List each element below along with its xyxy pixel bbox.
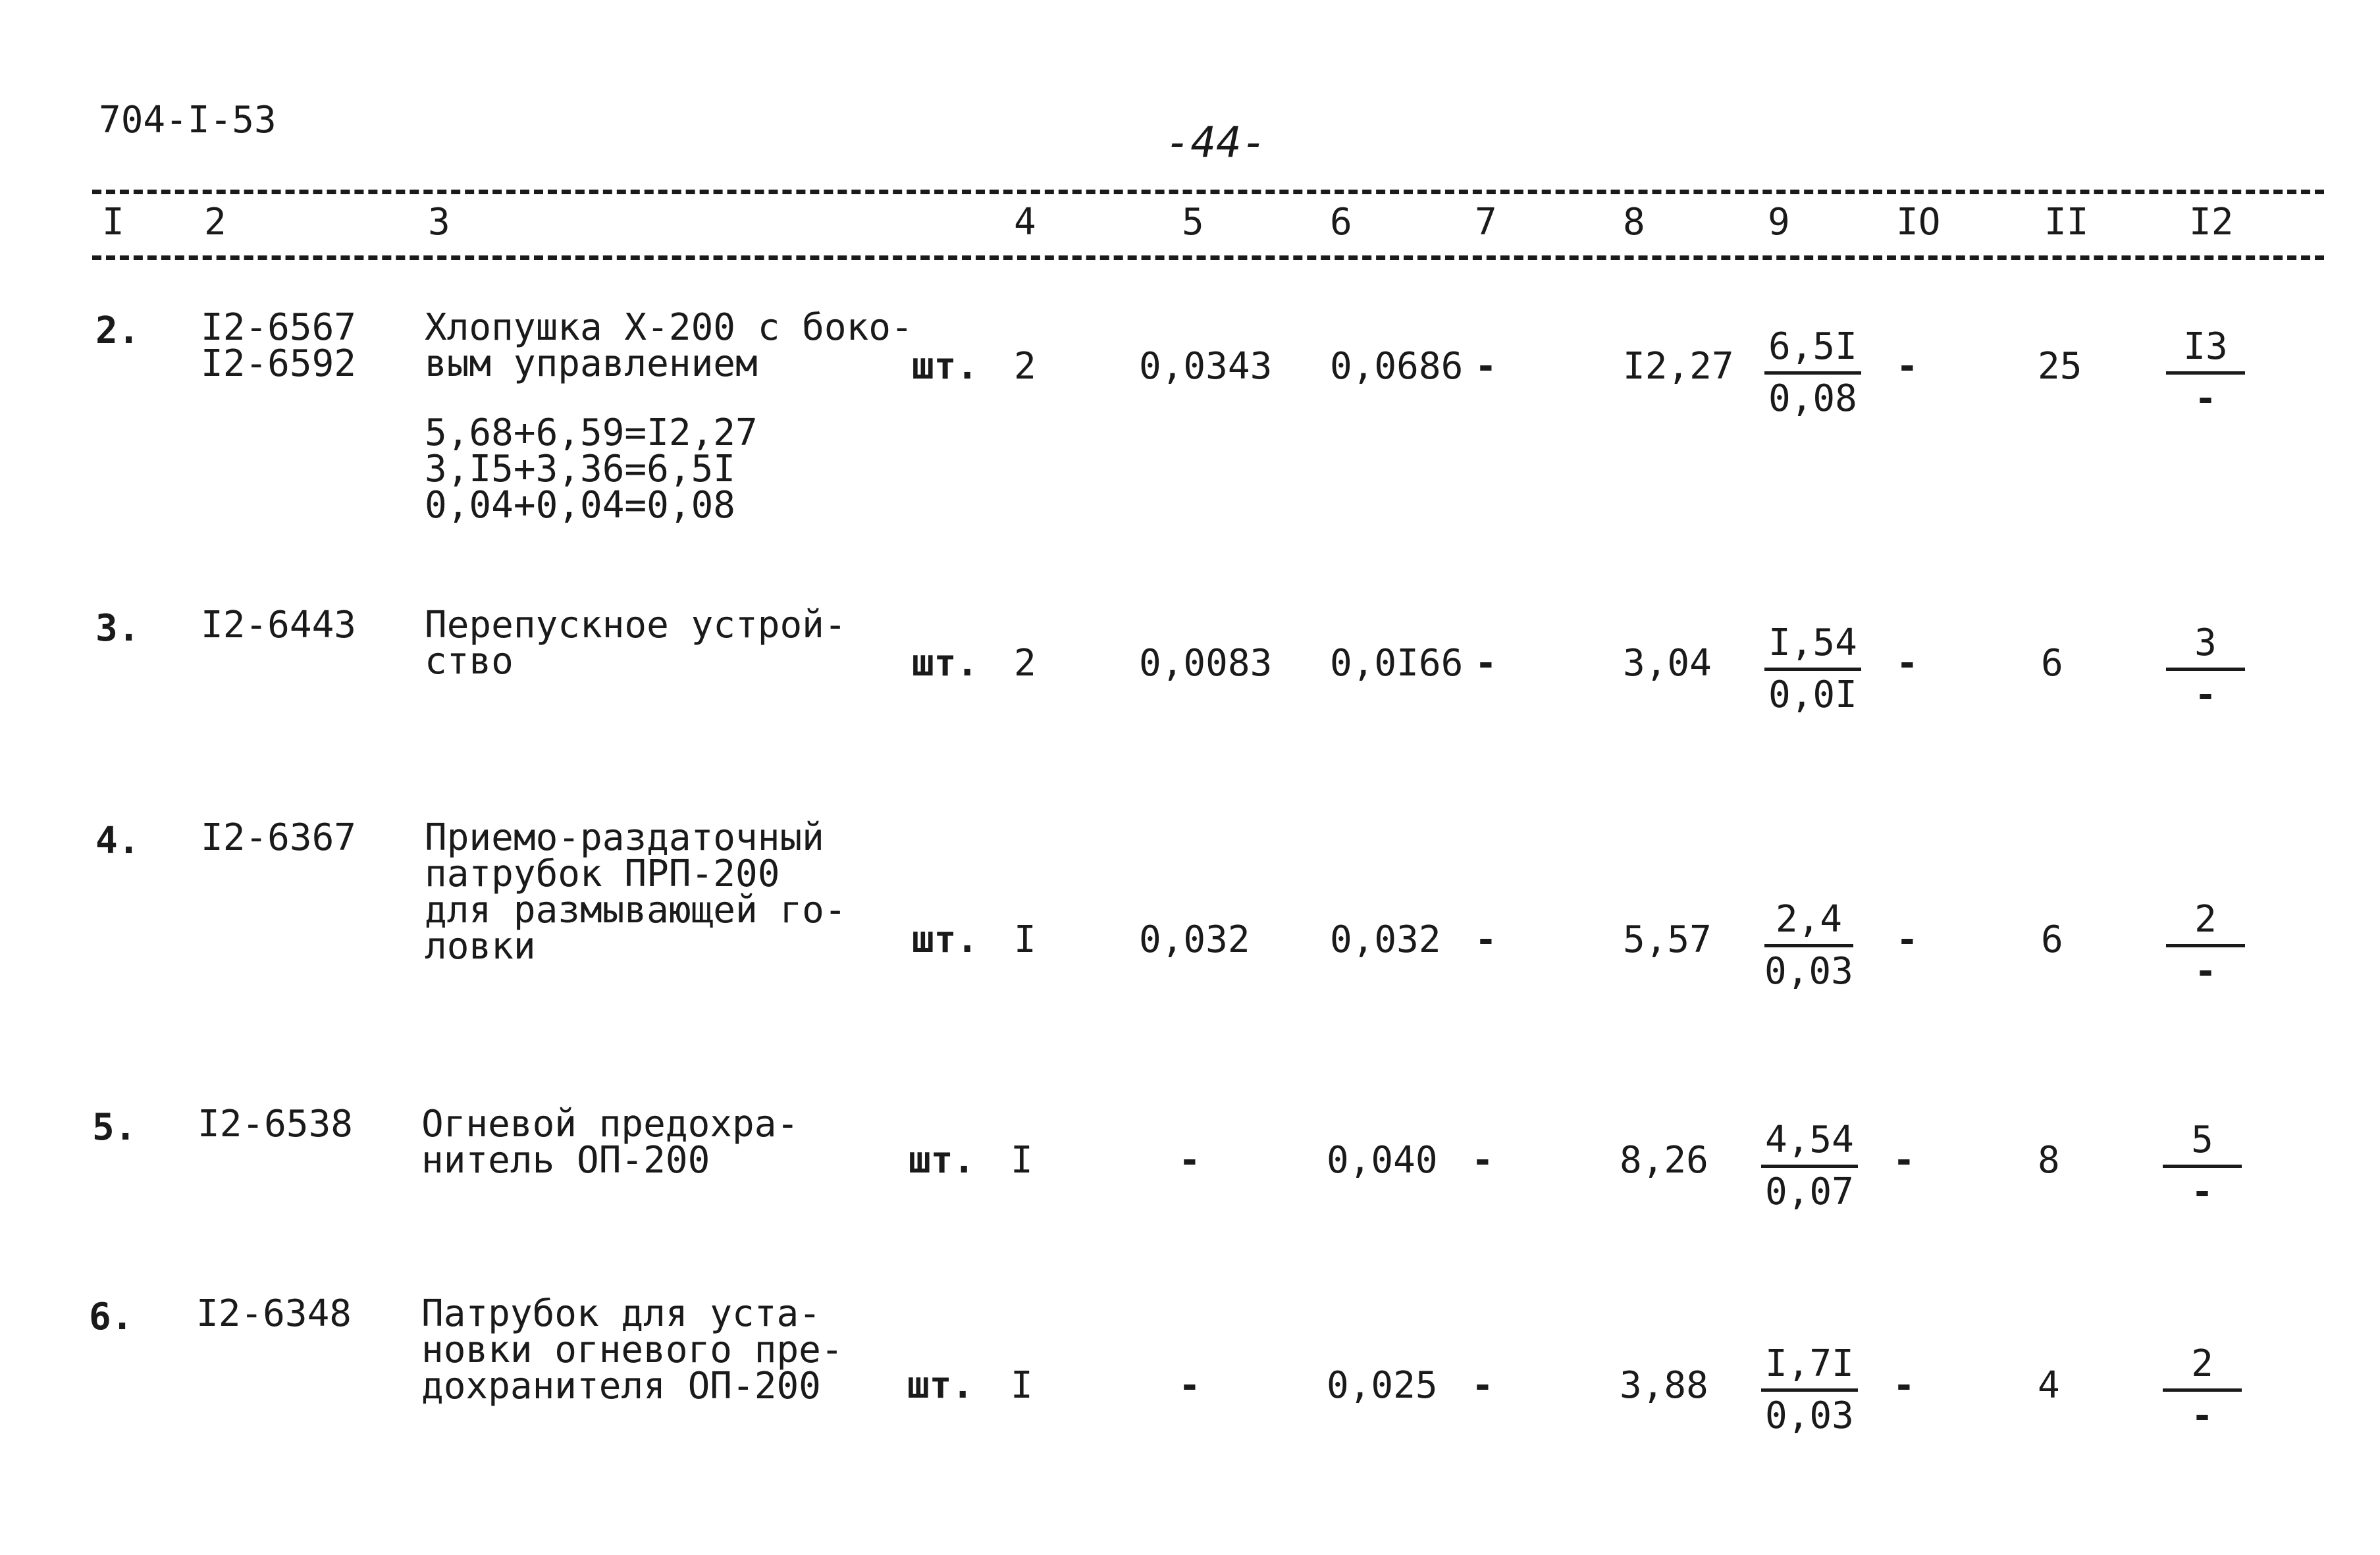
col6-value: 0,0I66 — [1330, 642, 1464, 685]
quantity: I — [1014, 918, 1036, 961]
col6-value: 0,032 — [1330, 918, 1441, 961]
item-name-line: Хлопушка Х-200 с боко- — [425, 306, 913, 349]
col-header-5: 5 — [1182, 201, 1204, 244]
col-header-11: II — [2044, 201, 2089, 244]
quantity: 2 — [1014, 642, 1036, 685]
col7-value: - — [1471, 1139, 1494, 1182]
col-header-8: 8 — [1623, 201, 1645, 244]
item-code-line: I2-6367 — [201, 816, 357, 859]
unit: шт. — [912, 918, 979, 961]
fraction-numerator: I3 — [2166, 323, 2245, 375]
fraction-numerator: I,7I — [1761, 1340, 1858, 1392]
col9-fraction — [1764, 895, 1853, 996]
item-code — [196, 1292, 352, 1335]
col5-value: 0,0343 — [1139, 345, 1273, 388]
col-header-9: 9 — [1768, 201, 1790, 244]
item-name-line: дохранителя ОП-200 — [421, 1365, 821, 1408]
fraction-denominator: - — [2191, 1171, 2213, 1213]
page-number: -44- — [1165, 119, 1267, 167]
item-name-line: Приемо-раздаточный — [425, 816, 824, 859]
col10-value: - — [1893, 1364, 1915, 1407]
col-header-4: 4 — [1014, 201, 1036, 244]
row-number: 3. — [95, 607, 140, 650]
item-name — [421, 1292, 843, 1408]
item-name-line: патрубок ПРП-200 — [425, 853, 780, 895]
row-number: 4. — [95, 820, 140, 862]
col-header-10: IO — [1896, 201, 1941, 244]
calculation-line: 0,04+0,04=0,08 — [425, 484, 736, 527]
col7-value: - — [1475, 642, 1497, 685]
col9-fraction — [1764, 323, 1861, 423]
col5-value: - — [1178, 1364, 1201, 1407]
quantity: 2 — [1014, 345, 1036, 388]
item-name-line: нитель ОП-200 — [421, 1139, 710, 1182]
col11-value: 25 — [2038, 345, 2082, 388]
fraction-denominator: 0,07 — [1765, 1171, 1854, 1213]
col6-value: 0,040 — [1327, 1139, 1438, 1182]
col6-value: 0,025 — [1327, 1364, 1438, 1407]
col8-value: 3,04 — [1623, 642, 1712, 685]
row-number: 6. — [89, 1296, 134, 1338]
item-name-line: Огневой предохра- — [421, 1103, 799, 1146]
col-header-1: I — [102, 201, 124, 244]
col9-fraction — [1761, 1116, 1858, 1217]
item-code-line: I2-6348 — [196, 1292, 352, 1335]
col-header-3: 3 — [428, 201, 450, 244]
item-name-line: новки огневого пре- — [421, 1329, 843, 1371]
item-code-line: I2-6592 — [201, 342, 357, 385]
col12-fraction — [2166, 619, 2245, 720]
item-code-line: I2-6567 — [201, 306, 357, 349]
col5-value: - — [1178, 1139, 1201, 1182]
item-name-line: ловки — [425, 925, 536, 968]
fraction-denominator: 0,03 — [1764, 950, 1853, 993]
col5-value: 0,0083 — [1139, 642, 1273, 685]
item-code — [198, 1103, 354, 1146]
header-top-rule — [92, 190, 2324, 194]
item-name — [425, 604, 847, 683]
col11-value: 4 — [2038, 1364, 2060, 1407]
unit: шт. — [907, 1364, 974, 1407]
fraction-denominator: 0,0I — [1768, 673, 1857, 716]
col8-value: 3,88 — [1620, 1364, 1708, 1407]
col9-fraction — [1761, 1340, 1858, 1440]
item-code-line: I2-6443 — [201, 604, 357, 646]
item-code — [201, 306, 357, 385]
fraction-numerator: I,54 — [1764, 619, 1861, 671]
col5-value: 0,032 — [1139, 918, 1250, 961]
col10-value: - — [1896, 345, 1918, 388]
col7-value: - — [1475, 918, 1497, 961]
item-name-line: Перепускное устрой- — [425, 604, 847, 646]
unit: шт. — [912, 345, 979, 388]
item-name-line: вым управлением — [425, 342, 758, 385]
fraction-numerator: 4,54 — [1761, 1116, 1858, 1168]
col10-value: - — [1896, 918, 1918, 961]
document-code: 704-I-53 — [99, 99, 277, 142]
col12-fraction — [2163, 1116, 2242, 1217]
row-number: 5. — [92, 1106, 137, 1149]
fraction-numerator: 2 — [2163, 1340, 2242, 1392]
col9-fraction — [1764, 619, 1861, 720]
item-name-line: для размывающей го- — [425, 889, 847, 932]
col12-fraction — [2166, 895, 2245, 996]
col11-value: 6 — [2041, 642, 2063, 685]
calculation-line: 3,I5+3,36=6,5I — [425, 448, 736, 490]
fraction-numerator: 2,4 — [1764, 895, 1853, 947]
item-code — [201, 816, 357, 859]
col12-fraction — [2163, 1340, 2242, 1440]
col11-value: 8 — [2038, 1139, 2060, 1182]
col8-value: 8,26 — [1620, 1139, 1708, 1182]
fraction-numerator: 5 — [2163, 1116, 2242, 1168]
col-header-7: 7 — [1475, 201, 1497, 244]
col-header-2: 2 — [204, 201, 226, 244]
item-name — [425, 306, 913, 385]
fraction-denominator: 0,03 — [1765, 1394, 1854, 1437]
item-code-line: I2-6538 — [198, 1103, 354, 1146]
calculation-notes — [425, 411, 758, 527]
col10-value: - — [1896, 642, 1918, 685]
fraction-numerator: 3 — [2166, 619, 2245, 671]
row-number: 2. — [95, 309, 140, 352]
col-header-12: I2 — [2189, 201, 2234, 244]
quantity: I — [1011, 1364, 1033, 1407]
fraction-denominator: - — [2194, 950, 2217, 993]
col8-value: 5,57 — [1623, 918, 1712, 961]
item-name — [425, 816, 847, 968]
fraction-numerator: 6,5I — [1764, 323, 1861, 375]
item-name-line: ство — [425, 640, 514, 683]
unit: шт. — [909, 1139, 976, 1182]
fraction-numerator: 2 — [2166, 895, 2245, 947]
col6-value: 0,0686 — [1330, 345, 1464, 388]
col7-value: - — [1475, 345, 1497, 388]
col-header-6: 6 — [1330, 201, 1352, 244]
calculation-line: 5,68+6,59=I2,27 — [425, 411, 758, 454]
fraction-denominator: - — [2194, 673, 2217, 716]
item-name — [421, 1103, 799, 1182]
col11-value: 6 — [2041, 918, 2063, 961]
item-name-line: Патрубок для уста- — [421, 1292, 821, 1335]
fraction-denominator: 0,08 — [1768, 377, 1857, 420]
quantity: I — [1011, 1139, 1033, 1182]
item-code — [201, 604, 357, 646]
fraction-denominator: - — [2191, 1394, 2213, 1437]
col12-fraction — [2166, 323, 2245, 423]
col8-value: I2,27 — [1623, 345, 1734, 388]
unit: шт. — [912, 642, 979, 685]
col10-value: - — [1893, 1139, 1915, 1182]
fraction-denominator: - — [2194, 377, 2217, 420]
header-bottom-rule — [92, 255, 2324, 260]
col7-value: - — [1471, 1364, 1494, 1407]
